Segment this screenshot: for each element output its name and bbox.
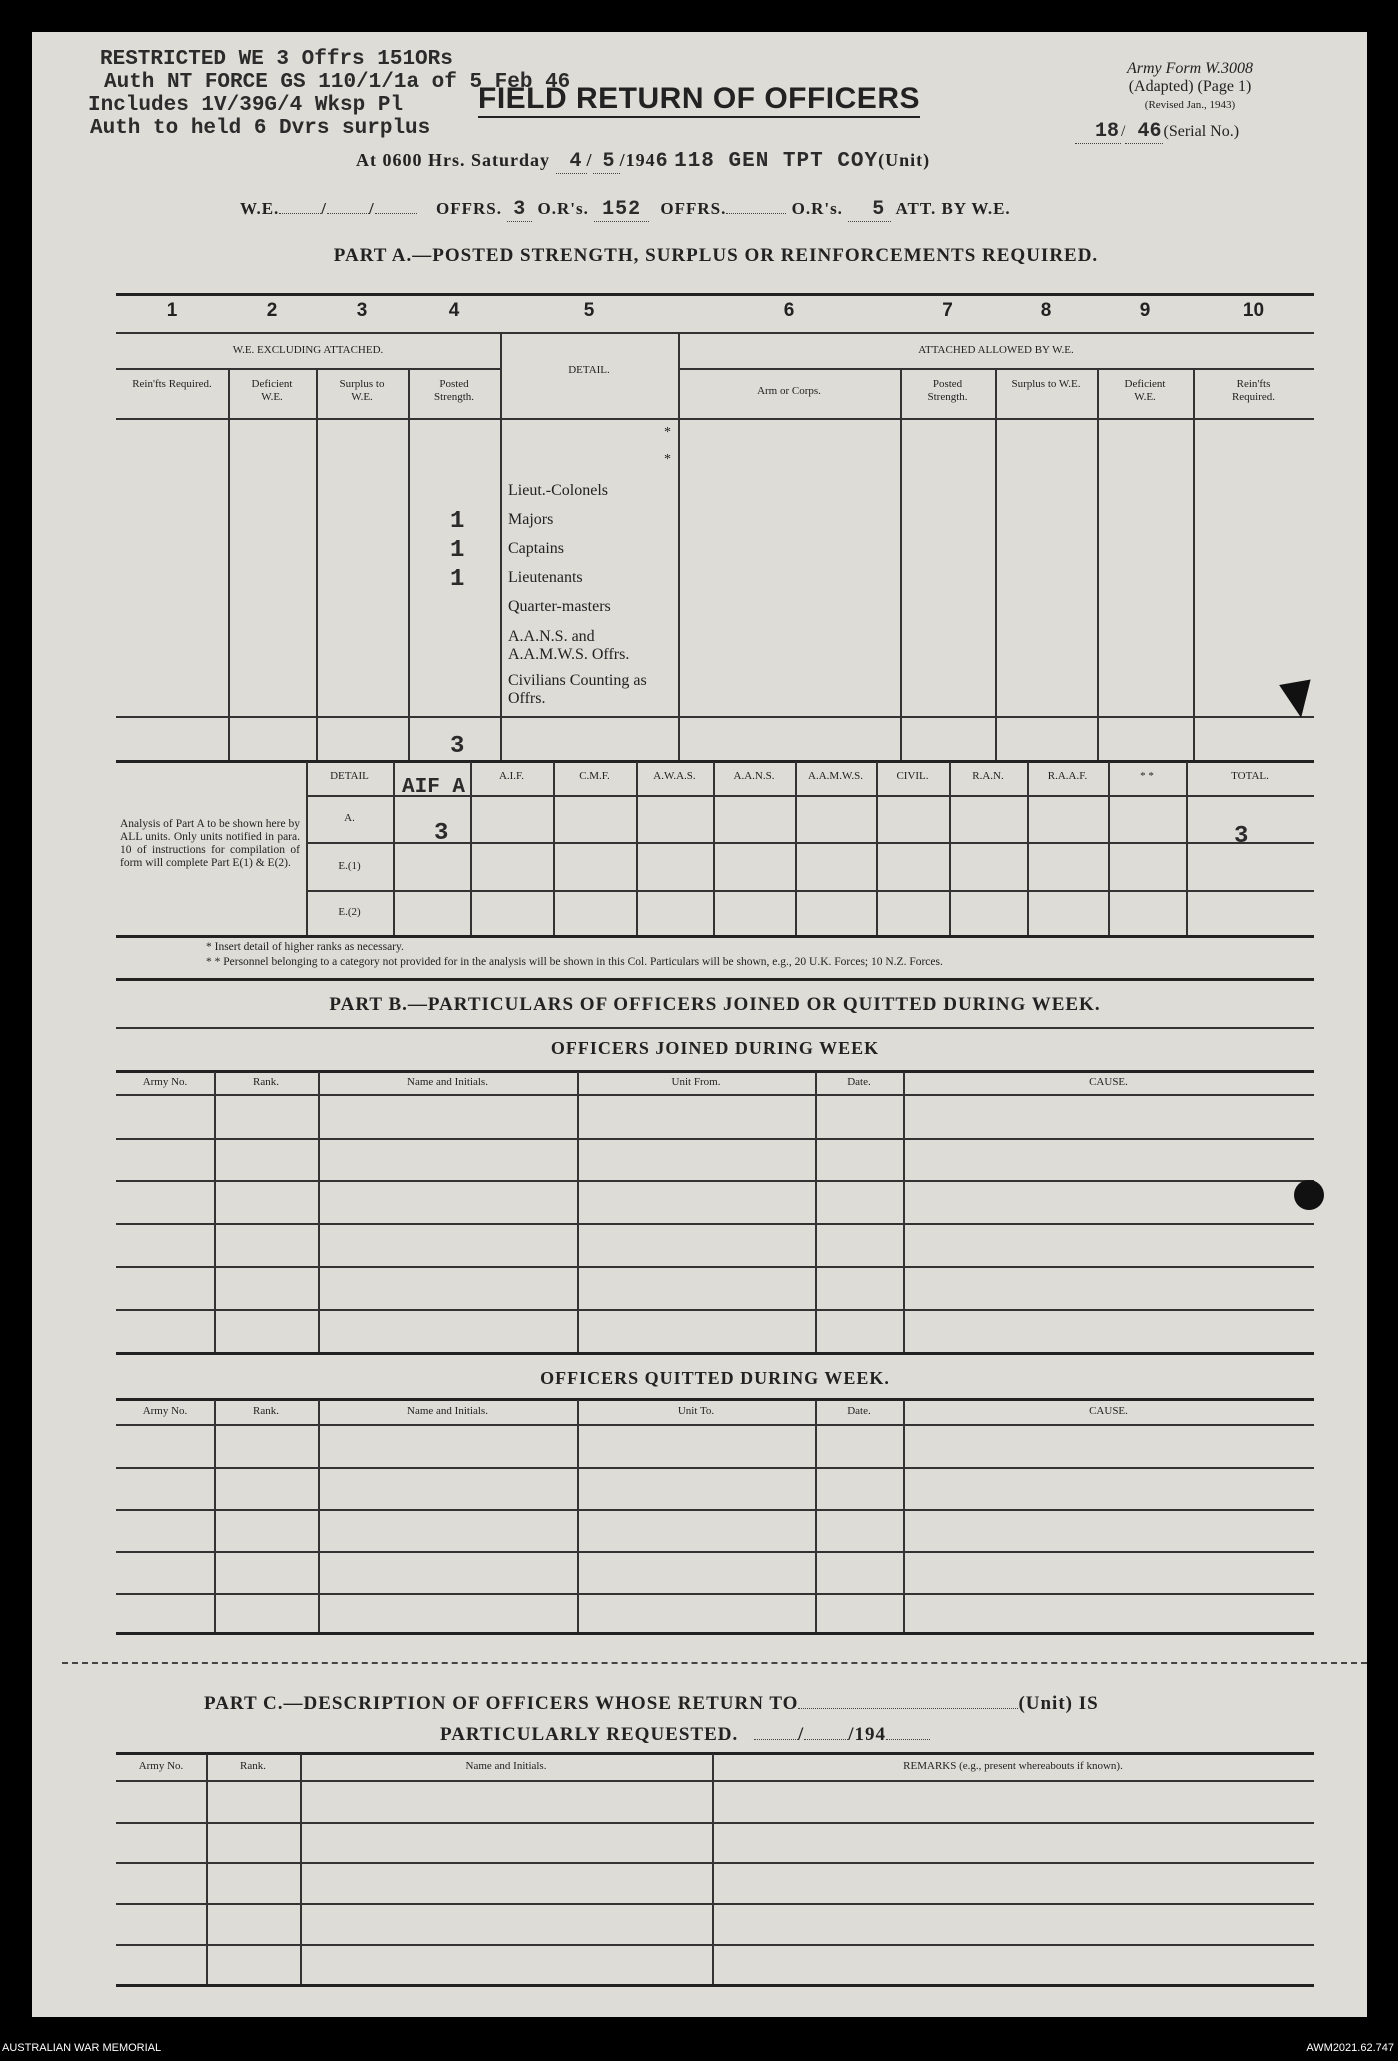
left-header-deficient: Deficient W.E. bbox=[251, 378, 293, 403]
rank-lt-col: Lieut.-Colonels bbox=[508, 482, 608, 499]
analysis-h-total: TOTAL. bbox=[1231, 770, 1269, 782]
detail-header: DETAIL. bbox=[568, 364, 610, 376]
analysis-h-cmf: C.M.F. bbox=[579, 770, 610, 782]
form-id-line-2: (Adapted) (Page 1) bbox=[1128, 78, 1252, 95]
ors2-label: O.R's. bbox=[791, 199, 843, 218]
part-c-h-army-no: Army No. bbox=[138, 1760, 184, 1772]
at-unit-label: (Unit) bbox=[878, 150, 931, 170]
part-c-line2-text: PARTICULARLY REQUESTED. bbox=[440, 1724, 739, 1745]
analysis-h-civil: CIVIL. bbox=[896, 770, 929, 782]
left-header-surplus: Surplus to W.E. bbox=[339, 378, 385, 403]
posted-captains: 1 bbox=[450, 537, 465, 564]
quitted-h-rank: Rank. bbox=[253, 1405, 279, 1417]
arm-header: Arm or Corps. bbox=[757, 385, 821, 397]
at-month: 5 bbox=[593, 150, 620, 174]
rank-aans: A.A.N.S. and A.A.M.W.S. Offrs. bbox=[508, 628, 630, 663]
we-label: W.E. bbox=[240, 199, 280, 218]
quitted-h-name: Name and Initials. bbox=[407, 1405, 488, 1417]
form-id bbox=[1080, 60, 1300, 114]
col-num-3: 3 bbox=[356, 300, 368, 321]
offrs2-label: OFFRS. bbox=[660, 199, 727, 218]
analysis-note: Analysis of Part A to be shown here by ALL units. Only units notified in para. 10 of instructions for compilation of form will complete Part E(1) & E(2). bbox=[120, 818, 300, 869]
quitted-headers bbox=[116, 1405, 1314, 1421]
footer-left: AUSTRALIAN WAR MEMORIAL bbox=[2, 2042, 162, 2054]
col-num-9: 9 bbox=[1139, 300, 1151, 321]
part-c-h-rank: Rank. bbox=[240, 1760, 266, 1772]
right-header-posted: Posted Strength. bbox=[927, 378, 968, 403]
analysis-row-e1: E.(1) bbox=[338, 860, 361, 872]
quitted-h-unit-to: Unit To. bbox=[677, 1405, 715, 1417]
typed-line-3: Includes 1V/39G/4 Wksp Pl bbox=[88, 94, 404, 117]
at-year-suffix: 6 bbox=[655, 150, 669, 173]
col-num-10: 10 bbox=[1242, 300, 1265, 321]
col-num-5: 5 bbox=[583, 300, 595, 321]
rank-majors: Majors bbox=[508, 511, 554, 528]
joined-headers bbox=[116, 1076, 1314, 1092]
part-c-date-year: /194 bbox=[848, 1724, 887, 1745]
analysis-h-ran: R.A.N. bbox=[972, 770, 1004, 782]
analysis-h-raaf: R.A.A.F. bbox=[1047, 770, 1088, 782]
at-line: At 0600 Hrs. Saturday 4 / 5 /1946 118 GEN TPT COY(Unit) bbox=[356, 150, 931, 173]
column-numbers bbox=[116, 300, 1314, 330]
rank-civilians: Civilians Counting as Offrs. bbox=[508, 672, 647, 707]
part-b-title: PART B.—PARTICULARS OF OFFICERS JOINED OR QUITTED DURING WEEK. bbox=[329, 994, 1101, 1015]
joined-h-rank: Rank. bbox=[253, 1076, 279, 1088]
posted-majors: 1 bbox=[450, 508, 465, 535]
at-day: 4 bbox=[556, 150, 587, 174]
joined-h-name: Name and Initials. bbox=[407, 1076, 488, 1088]
at-unit: 118 GEN TPT COY bbox=[674, 150, 879, 173]
col-num-8: 8 bbox=[1040, 300, 1052, 321]
left-header-posted: Posted Strength. bbox=[433, 378, 475, 403]
right-header-surplus: Surplus to W.E. bbox=[1011, 378, 1081, 390]
typed-aif-label: AIF A bbox=[402, 776, 466, 799]
form-title: FIELD RETURN OF OFFICERS bbox=[478, 82, 920, 118]
part-c-h-remarks: REMARKS (e.g., present whereabouts if known). bbox=[903, 1760, 1123, 1772]
typed-line-4: Auth to held 6 Dvrs surplus bbox=[90, 117, 431, 140]
star-2: * bbox=[664, 452, 671, 467]
analysis-a-total: 3 bbox=[1234, 823, 1249, 850]
footnote-2: * * Personnel belonging to a category not provided for in the analysis will be shown in this Col. Particulars will be shown, e.g., 20 U.K. Forces; 10 N.Z. Forces. bbox=[206, 956, 943, 968]
posted-lieutenants: 1 bbox=[450, 566, 465, 593]
tear-mark bbox=[1279, 679, 1317, 720]
typed-line-1: RESTRICTED WE 3 Offrs 151ORs bbox=[100, 48, 453, 71]
posted-total: 3 bbox=[450, 733, 465, 760]
serial-number: 18 / 46 (Serial No.) bbox=[1075, 120, 1239, 144]
at-prefix: At 0600 Hrs. Saturday bbox=[356, 150, 551, 170]
ors-label: O.R's. bbox=[537, 199, 589, 218]
quitted-h-cause: CAUSE. bbox=[1089, 1405, 1128, 1417]
analysis-h-aif: A.I.F. bbox=[498, 770, 525, 782]
quitted-h-army-no: Army No. bbox=[142, 1405, 188, 1417]
quitted-h-date: Date. bbox=[847, 1405, 871, 1417]
joined-h-cause: CAUSE. bbox=[1089, 1076, 1128, 1088]
col-num-6: 6 bbox=[783, 300, 795, 321]
analysis-h-aans: A.A.N.S. bbox=[733, 770, 775, 782]
right-header-deficient: Deficient W.E. bbox=[1124, 378, 1166, 403]
joined-title: OFFICERS JOINED DURING WEEK bbox=[550, 1038, 880, 1058]
serial-num: 46 bbox=[1125, 120, 1163, 144]
group-right-header: ATTACHED ALLOWED BY W.E. bbox=[918, 344, 1074, 356]
left-header-reinfts: Rein'fts Required. bbox=[132, 378, 212, 390]
quitted-title: OFFICERS QUITTED DURING WEEK. bbox=[540, 1368, 890, 1388]
typed-line-2: Auth NT FORCE GS 110/1/1a of 5 Feb 46 bbox=[104, 71, 571, 94]
part-c-title bbox=[204, 1693, 1099, 1715]
analysis-row-e2: E.(2) bbox=[338, 906, 361, 918]
footer-right: AWM2021.62.747 bbox=[1306, 2042, 1394, 2054]
serial-prefix: 18 bbox=[1075, 120, 1121, 144]
col-num-7: 7 bbox=[942, 300, 953, 321]
rank-captains: Captains bbox=[508, 540, 564, 557]
rank-qm: Quarter-masters bbox=[508, 598, 611, 615]
analysis-h-detail: DETAIL bbox=[330, 770, 369, 782]
joined-h-unit-from: Unit From. bbox=[671, 1076, 721, 1088]
serial-label: (Serial No.) bbox=[1163, 123, 1240, 140]
analysis-row-a: A. bbox=[344, 812, 355, 824]
group-left-header: W.E. EXCLUDING ATTACHED. bbox=[232, 344, 384, 356]
footnotes bbox=[206, 940, 943, 970]
col-num-2: 2 bbox=[266, 300, 278, 321]
analysis-h-aamws: A.A.M.W.S. bbox=[808, 770, 863, 782]
col-num-1: 1 bbox=[166, 300, 178, 321]
part-c-title-suffix: (Unit) IS bbox=[1018, 1693, 1099, 1714]
ors2-value: 5 bbox=[848, 198, 891, 222]
we-line: W.E. / / OFFRS. 3 O.R's. 152 OFFRS. O.R's. 5 ATT. BY W.E. bbox=[240, 198, 1011, 221]
att-label: ATT. BY W.E. bbox=[895, 199, 1011, 218]
form-id-line-3: (Revised Jan., 1943) bbox=[1144, 99, 1236, 111]
part-a-title: PART A.—POSTED STRENGTH, SURPLUS OR REINFORCEMENTS REQUIRED. bbox=[333, 245, 1099, 266]
tear-line bbox=[62, 1662, 1367, 1664]
part-c-headers bbox=[116, 1760, 1314, 1776]
joined-h-date: Date. bbox=[847, 1076, 871, 1088]
part-c-line2: PARTICULARLY REQUESTED. / /194 bbox=[440, 1724, 930, 1746]
offrs-label: OFFRS. bbox=[436, 199, 502, 218]
punch-hole bbox=[1294, 1180, 1324, 1210]
joined-h-army-no: Army No. bbox=[142, 1076, 188, 1088]
at-year-prefix: 194 bbox=[625, 150, 656, 170]
footnote-1: * Insert detail of higher ranks as necessary. bbox=[206, 941, 404, 953]
analysis-h-awas: A.W.A.S. bbox=[653, 770, 696, 782]
part-c-title-prefix: PART C.—DESCRIPTION OF OFFICERS WHOSE RETURN TO bbox=[204, 1693, 799, 1714]
form-id-line-1: Army Form W.3008 bbox=[1126, 60, 1254, 77]
part-c-h-name: Name and Initials. bbox=[465, 1760, 547, 1772]
analysis-a-aif: 3 bbox=[434, 820, 449, 847]
col-num-4: 4 bbox=[448, 300, 460, 321]
rank-list bbox=[508, 482, 676, 708]
right-header-reinfts: Rein'fts Required. bbox=[1231, 378, 1276, 403]
rank-lieutenants: Lieutenants bbox=[508, 569, 583, 586]
analysis-h-other: * * bbox=[1140, 770, 1154, 782]
ors-value: 152 bbox=[594, 198, 649, 222]
offrs-value: 3 bbox=[507, 198, 532, 222]
star-1: * bbox=[664, 425, 671, 440]
